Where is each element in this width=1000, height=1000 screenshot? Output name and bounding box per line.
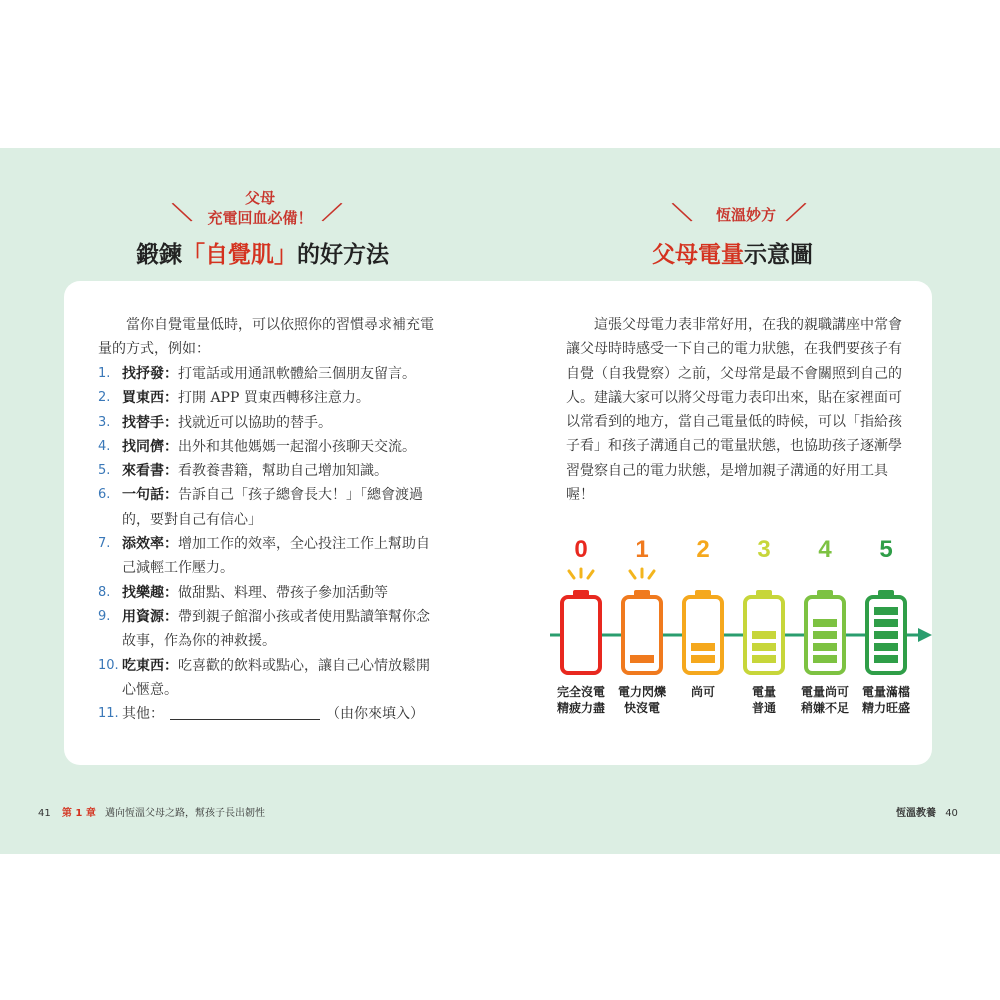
item-keyword: 找抒發 xyxy=(122,366,164,382)
caption-line: 精力旺盛 xyxy=(861,701,910,715)
battery-caption-4 xyxy=(794,684,856,716)
battery-bar-5-1 xyxy=(874,655,898,663)
right-heading xyxy=(652,236,813,269)
chapter-label: 第 1 章 xyxy=(61,808,96,819)
level-number-4: 4 xyxy=(818,536,832,563)
item-keyword: 找替手 xyxy=(122,414,164,431)
right-heading-post: 示意圖 xyxy=(744,242,813,268)
item-text: 告訴自己「孩子總會長大！」「總會渡過的，要對自己有信心」 xyxy=(122,487,423,528)
left-heading-post: 的好方法 xyxy=(297,242,389,268)
level-number-5: 5 xyxy=(879,536,893,563)
battery-body-0 xyxy=(562,597,600,673)
item-number: 9. xyxy=(98,608,111,624)
battery-caption-1 xyxy=(611,684,673,716)
battery-bar-5-3 xyxy=(874,631,898,639)
battery-bar-4-3 xyxy=(813,631,837,639)
item-keyword: 添效率 xyxy=(122,536,164,553)
battery-bar-2-1 xyxy=(691,655,715,663)
item-colon: ： xyxy=(164,366,178,382)
list-item xyxy=(98,605,438,654)
level-number-0: 0 xyxy=(574,536,588,563)
battery-cap-5 xyxy=(878,590,894,597)
list-item-other xyxy=(98,702,438,726)
battery-bar-4-4 xyxy=(813,619,837,627)
caption-line: 完全沒電 xyxy=(556,685,605,699)
list-item xyxy=(98,411,438,435)
item-text: 出外和其他媽媽一起溜小孩聊天交流。 xyxy=(178,438,416,455)
left-heading xyxy=(136,236,389,269)
list-item xyxy=(98,459,438,483)
fill-in-blank[interactable] xyxy=(170,705,320,720)
caption-line: 電量 xyxy=(751,685,776,699)
battery-cap-1 xyxy=(634,590,650,597)
right-slash-mark: ╱ xyxy=(322,198,342,226)
scale-arrow-head xyxy=(918,628,932,642)
item-number: 7. xyxy=(98,536,111,552)
left-kicker-line2: 充電回血必備！ xyxy=(207,209,313,227)
spark-mark xyxy=(588,571,593,578)
battery-bar-3-1 xyxy=(752,655,776,663)
list-item xyxy=(98,581,438,605)
item-keyword: 一句話 xyxy=(122,487,164,504)
item-keyword: 用資源 xyxy=(122,608,164,625)
item-number: 6. xyxy=(98,487,111,503)
left-slash-mark: ╲ xyxy=(172,198,192,226)
item-text: 打電話或用通訊軟體給三個朋友留言。 xyxy=(178,366,416,382)
battery-caption-5 xyxy=(855,684,917,716)
left-intro: 當你自覺電量低時，可以依照你的習慣尋求補充電量的方式，例如： xyxy=(98,317,434,358)
item-colon: ： xyxy=(164,584,178,601)
caption-line: 精疲力盡 xyxy=(556,701,605,715)
right-kicker: 恆溫妙方 xyxy=(715,206,776,224)
battery-bar-5-2 xyxy=(874,643,898,651)
caption-line: 電量滿檔 xyxy=(861,685,910,699)
right-heading-red: 父母電量 xyxy=(652,242,744,268)
caption-line: 稍嫌不足 xyxy=(800,701,849,715)
item-number: 10. xyxy=(98,657,119,673)
item-other-suffix: （由你來填入） xyxy=(326,706,424,723)
item-number: 3. xyxy=(98,414,111,430)
item-text: 帶到親子館溜小孩或者使用點讀筆幫你念故事，作為你的神救援。 xyxy=(122,608,430,650)
left-kicker xyxy=(190,188,330,228)
chapter-title: 邁向恆溫父母之路，幫孩子長出韌性 xyxy=(105,808,266,819)
caption-line: 普通 xyxy=(751,701,776,715)
level-number-3: 3 xyxy=(757,536,771,563)
battery-cap-4 xyxy=(817,590,833,597)
battery-caption-3 xyxy=(733,684,795,716)
battery-caption-0 xyxy=(550,684,612,716)
battery-cap-2 xyxy=(695,590,711,597)
item-keyword: 買東西 xyxy=(122,390,164,407)
item-colon: ： xyxy=(164,414,178,431)
item-colon: ： xyxy=(164,438,178,455)
method-list xyxy=(98,362,438,726)
left-slash-mark-2: ╲ xyxy=(672,198,692,226)
item-number: 4. xyxy=(98,438,111,454)
left-heading-pre: 鍛鍊 xyxy=(136,242,182,268)
item-text: 做甜點、料理、帶孩子參加活動等 xyxy=(178,584,388,601)
item-text: 看教養書籍，幫助自己增加知識。 xyxy=(178,463,388,480)
right-paragraph: 這張父母電力表非常好用，在我的親職講座中常會讓父母時時感受一下自己的電力狀態，在我們要孩子有自覺（自我覺察）之前，父母常是最不會關照到自己的人。建議大家可以將父母電力表印出來，貼在家裡面可以常看到的地方，當自己電量低的時候，可以「指給孩子看」和孩子溝通自己的電量狀態，也協助孩子逐漸學習覺察自己的電力狀態，是增加親子溝通的好用工具喔！ xyxy=(566,317,902,504)
left-page-number: 41 xyxy=(38,808,51,819)
right-page-number: 40 xyxy=(945,808,958,819)
caption-line: 電力閃爍 xyxy=(617,685,666,699)
right-slash-mark-2: ╱ xyxy=(786,198,806,226)
list-item xyxy=(98,483,438,532)
item-text: 吃喜歡的飲料或點心，讓自己心情放鬆開心愜意。 xyxy=(122,657,430,698)
left-heading-red: 「自覺肌」 xyxy=(182,242,297,268)
battery-cap-0 xyxy=(573,590,589,597)
battery-chart xyxy=(540,525,940,685)
battery-caption-2 xyxy=(672,684,734,700)
item-number: 11. xyxy=(98,706,119,722)
spark-mark xyxy=(630,571,635,578)
battery-bar-4-1 xyxy=(813,655,837,663)
item-keyword: 找樂趣 xyxy=(122,584,164,601)
item-number: 2. xyxy=(98,390,111,406)
item-text: 打開 APP 買東西轉移注意力。 xyxy=(178,390,370,407)
battery-bar-5-5 xyxy=(874,607,898,615)
footer-left xyxy=(38,804,265,819)
battery-bar-2-2 xyxy=(691,643,715,651)
item-colon: ： xyxy=(164,608,178,625)
battery-bar-1-1 xyxy=(630,655,654,663)
caption-line: 電量尚可 xyxy=(800,685,849,699)
spark-mark xyxy=(569,571,574,578)
item-colon: ： xyxy=(164,463,178,480)
left-kicker-line1: 父母 xyxy=(244,189,275,207)
battery-bar-4-2 xyxy=(813,643,837,651)
item-number: 1. xyxy=(98,366,111,381)
item-number: 5. xyxy=(98,463,111,479)
footer-right xyxy=(896,804,958,819)
battery-bar-3-3 xyxy=(752,631,776,639)
item-colon: ： xyxy=(164,536,178,553)
item-keyword: 吃東西 xyxy=(122,657,164,674)
level-number-2: 2 xyxy=(696,536,710,563)
list-item xyxy=(98,362,438,386)
battery-bar-3-2 xyxy=(752,643,776,651)
caption-line: 快沒電 xyxy=(623,701,660,715)
battery-bar-5-4 xyxy=(874,619,898,627)
item-colon: ： xyxy=(164,390,178,407)
right-running-title: 恆溫教養 xyxy=(896,808,936,819)
caption-line: 尚可 xyxy=(690,685,715,699)
list-item xyxy=(98,532,438,581)
item-keyword: 找同儕 xyxy=(122,438,164,455)
item-other-label: 其他： xyxy=(122,706,164,723)
item-number: 8. xyxy=(98,584,111,600)
battery-cap-3 xyxy=(756,590,772,597)
spark-mark xyxy=(649,571,654,578)
item-colon: ： xyxy=(164,487,178,504)
item-text: 找就近可以協助的替手。 xyxy=(178,414,332,431)
list-item xyxy=(98,435,438,459)
level-number-1: 1 xyxy=(635,536,649,563)
item-keyword: 來看書 xyxy=(122,463,164,480)
item-colon: ： xyxy=(164,657,178,674)
item-text: 增加工作的效率，全心投注工作上幫助自己減輕工作壓力。 xyxy=(122,536,430,577)
list-item xyxy=(98,654,438,703)
list-item xyxy=(98,386,438,410)
